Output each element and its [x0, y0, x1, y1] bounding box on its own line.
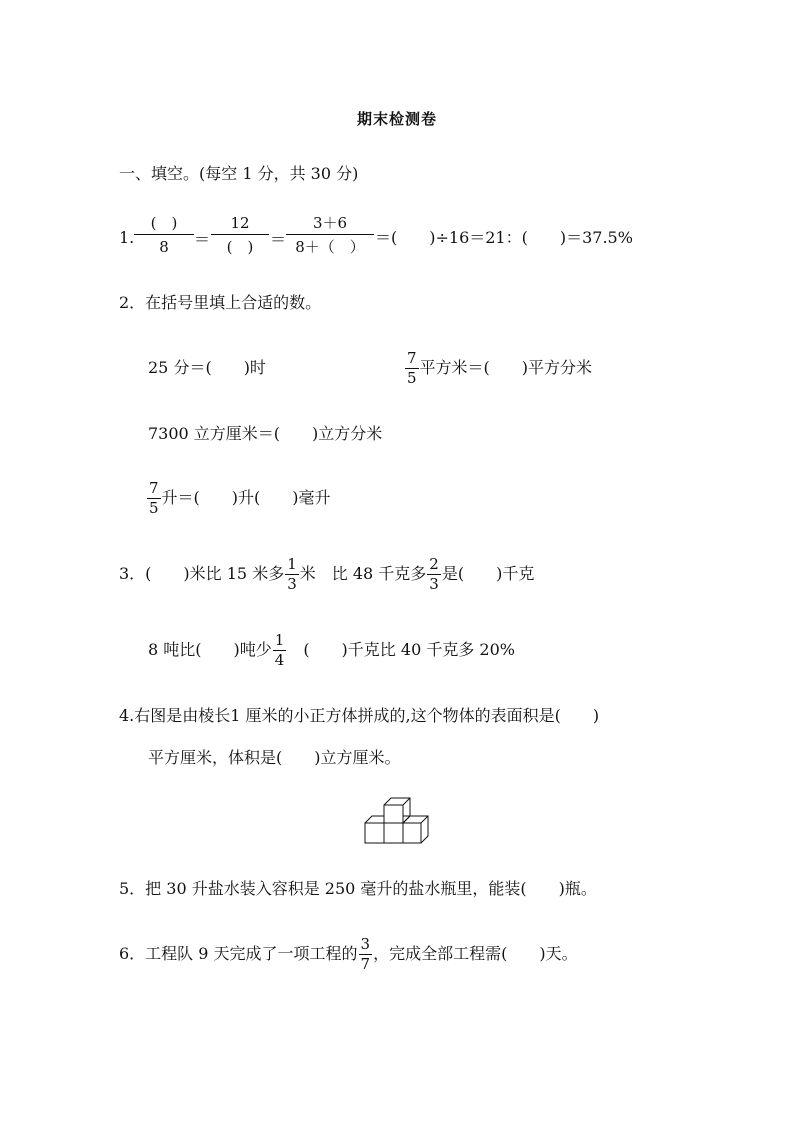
- fraction-numerator: 2: [429, 555, 439, 573]
- fraction-numerator: 1: [287, 555, 297, 573]
- fraction-numerator: 1: [274, 631, 285, 649]
- fraction-numerator: 7: [407, 349, 417, 367]
- q1-fraction-1-denominator: 8: [159, 238, 169, 256]
- q2-item-d-fraction: [147, 480, 161, 517]
- fraction-denominator: 5: [407, 369, 417, 387]
- q2-item-b-text: 平方米＝( )平方分米: [419, 358, 593, 377]
- q1-fraction-3-denominator: 8＋（ ）: [295, 238, 365, 256]
- q3-line-2-part-a: 8 吨比( )吨少: [148, 640, 272, 659]
- q1-fraction-3: [286, 212, 374, 257]
- q1-equals-1: ＝: [194, 230, 211, 249]
- fraction-denominator: 5: [149, 499, 159, 517]
- q2-item-d: [146, 476, 331, 520]
- q2-item-a: 25 分＝( )时: [148, 358, 266, 377]
- q3-line-2: [148, 628, 515, 672]
- fraction-denominator: 4: [274, 651, 285, 669]
- q3-fraction-2: [427, 556, 441, 593]
- q3-line-1-part-a: 3．( )米比 15 米多: [119, 564, 285, 583]
- q1-fraction-1-numerator: ( ): [150, 214, 178, 232]
- page-title: 期末检测卷: [356, 110, 437, 128]
- q3-fraction-3: [273, 632, 287, 669]
- question-6: [119, 932, 578, 976]
- q3-line-1-part-b: 米 比 48 千克多: [299, 564, 427, 583]
- fraction-denominator: 7: [360, 955, 371, 973]
- q2-item-b-fraction: [405, 350, 419, 387]
- fraction-numerator: 3: [360, 935, 371, 953]
- q1-fraction-2-denominator: ( ): [226, 238, 254, 256]
- q4-line-2: 平方厘米，体积是( )立方厘米。: [148, 748, 401, 767]
- q6-part-a: 6．工程队 9 天完成了一项工程的: [119, 944, 358, 963]
- q1-equals-2: ＝: [270, 230, 287, 249]
- q1-fraction-1: [134, 212, 194, 257]
- fraction-denominator: 3: [287, 575, 297, 593]
- q2-item-d-text: 升＝( )升( )毫升: [161, 488, 331, 507]
- q3-line-1: [119, 552, 534, 596]
- q2-item-b: [404, 346, 592, 390]
- fraction-numerator: 7: [149, 479, 159, 497]
- cube-figure: [364, 796, 434, 846]
- section-heading: 一、填空。(每空 1 分，共 30 分): [119, 164, 359, 183]
- q4-line-1: 4.右图是由棱长1 厘米的小正方体拼成的,这个物体的表面积是( ): [119, 706, 600, 725]
- q6-fraction: [359, 936, 373, 973]
- q1-number: 1.: [119, 228, 135, 247]
- question-5: 5．把 30 升盐水装入容积是 250 毫升的盐水瓶里，能装( )瓶。: [119, 879, 597, 898]
- q1-fraction-2: [211, 212, 269, 257]
- q3-fraction-1: [285, 556, 299, 593]
- q1-fraction-3-numerator: 3＋6: [312, 214, 348, 232]
- fraction-denominator: 3: [429, 575, 439, 593]
- q3-line-2-part-b: ( )千克比 40 千克多 20%: [287, 640, 515, 659]
- q6-part-b: ，完成全部工程需( )天。: [373, 944, 578, 963]
- q3-line-1-part-c: 是( )千克: [441, 564, 535, 583]
- q2-item-c: 7300 立方厘米＝( )立方分米: [148, 424, 383, 443]
- q2-stem: 2．在括号里填上合适的数。: [119, 293, 322, 312]
- q1-fraction-2-numerator: 12: [230, 214, 250, 232]
- q1-rest: ＝( )÷16＝21：( )＝37.5%: [375, 228, 633, 247]
